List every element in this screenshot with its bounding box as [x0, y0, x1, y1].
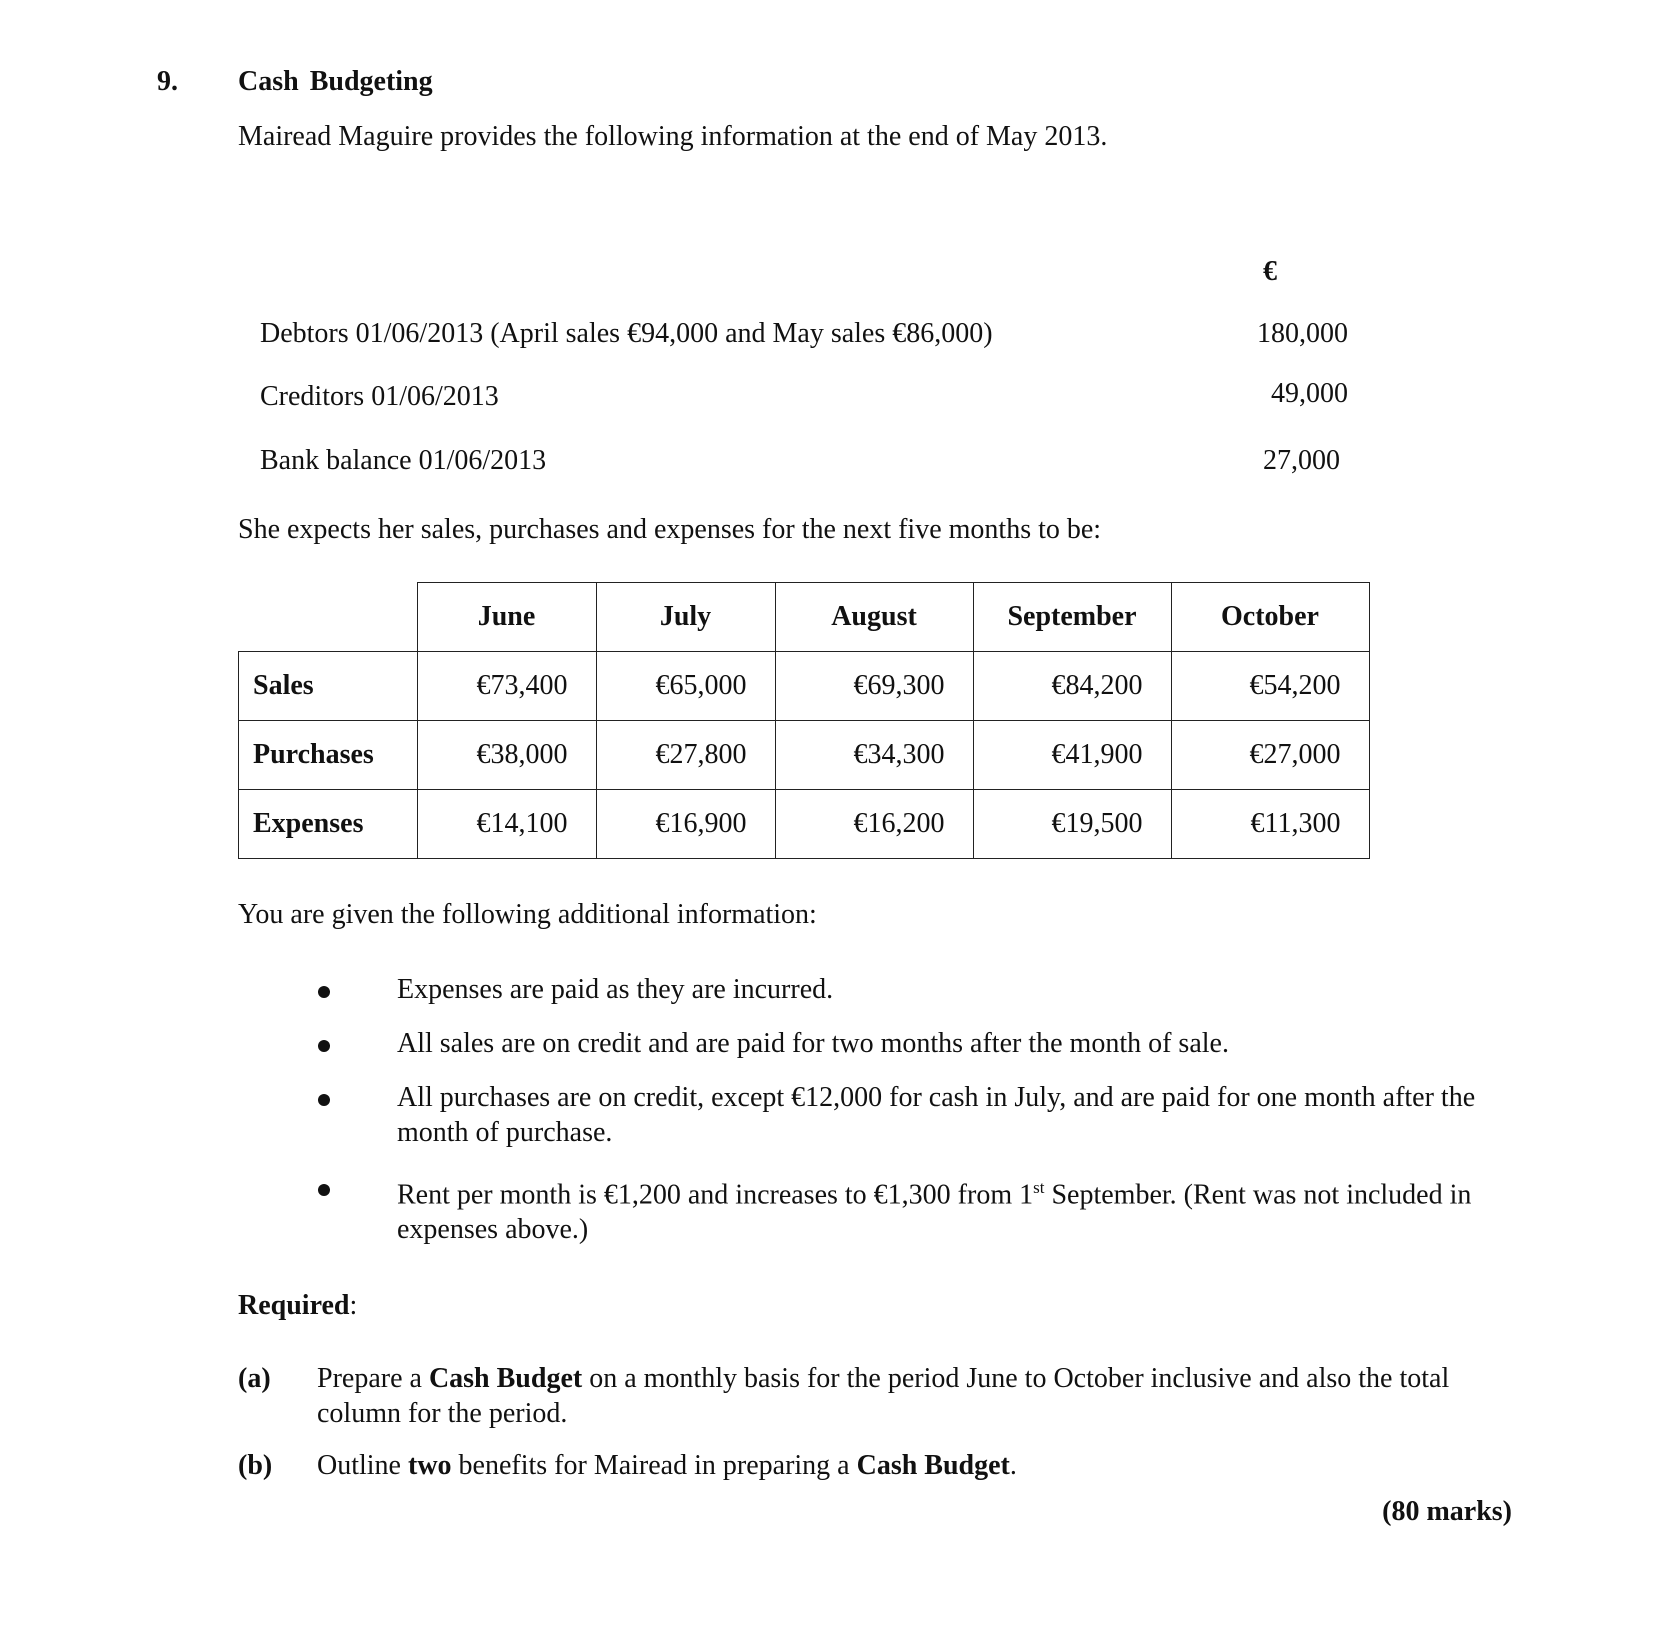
part-b-text-3: .: [1009, 1450, 1017, 1481]
bullet-text-2: All sales are on credit and are paid for two months after the month of sale.: [397, 1028, 1229, 1059]
part-a-text-2: on a monthly basis for the period June to October inclusive and also the total column for the period.: [317, 1363, 1450, 1429]
balance-label-bank: Bank balance 01/06/2013: [260, 445, 547, 476]
table-cell: €14,100: [417, 790, 596, 859]
additional-info-intro: You are given the following additional information:: [238, 899, 817, 930]
forecast-table: [238, 582, 1370, 859]
month-header-june: June: [417, 583, 596, 652]
table-header-row: [239, 583, 1370, 652]
bullet-text-3: All purchases are on credit, except €12,000 for cash in July, and are paid for one month after the month of purchase.: [397, 1082, 1476, 1148]
question-number: 9.: [157, 66, 178, 97]
table-cell: €19,500: [973, 790, 1171, 859]
table-corner: [239, 583, 418, 652]
required-colon: :: [349, 1290, 358, 1321]
table-cell: €38,000: [417, 721, 596, 790]
balance-value-debtors: 180,000: [1257, 318, 1348, 349]
table-cell: €34,300: [775, 721, 973, 790]
table-row-purchases: [239, 721, 1370, 790]
part-a-text: [317, 1361, 1517, 1431]
part-b-label: (b): [238, 1450, 273, 1481]
part-a-bold-1: Cash Budget: [428, 1363, 583, 1394]
bullet-text-4-part-a: Rent per month is €1,200 and increases to €1,300 from 1: [397, 1179, 1034, 1211]
month-header-september: September: [973, 583, 1171, 652]
table-cell: €54,200: [1171, 652, 1369, 721]
forecast-intro: She expects her sales, purchases and expenses for the next five months to be:: [238, 514, 1102, 545]
balance-value-creditors: 49,000: [1271, 378, 1348, 409]
table-row-expenses: [239, 790, 1370, 859]
balance-label-creditors: Creditors 01/06/2013: [260, 381, 499, 412]
part-b-text-1: Outline: [317, 1450, 408, 1481]
table-row-sales: [239, 652, 1370, 721]
part-a-text-1: Prepare a: [317, 1363, 429, 1394]
bullet-icon: [318, 1184, 330, 1196]
currency-header: €: [1263, 256, 1277, 287]
table-cell: €16,900: [596, 790, 775, 859]
bullet-icon: [318, 986, 330, 998]
intro-text: Mairead Maguire provides the following information at the end of May 2013.: [238, 121, 1108, 152]
table-cell: €27,000: [1171, 721, 1369, 790]
required-label: Required: [238, 1290, 350, 1321]
superscript: st: [1033, 1178, 1045, 1197]
month-header-july: July: [596, 583, 775, 652]
table-cell: €16,200: [775, 790, 973, 859]
row-label-purchases: Purchases: [239, 721, 418, 790]
table-cell: €65,000: [596, 652, 775, 721]
month-header-october: October: [1171, 583, 1369, 652]
part-b-bold-1: two: [408, 1450, 452, 1481]
row-label-sales: Sales: [239, 652, 418, 721]
table-cell: €69,300: [775, 652, 973, 721]
table-cell: €41,900: [973, 721, 1171, 790]
bullet-text-4-part-b: September. (Rent was not included in expenses above.): [397, 1179, 1472, 1246]
bullet-text-4: [397, 1170, 1487, 1247]
table-cell: €73,400: [417, 652, 596, 721]
table-cell: €27,800: [596, 721, 775, 790]
bullet-text-1: Expenses are paid as they are incurred.: [397, 974, 834, 1005]
part-a-label: (a): [238, 1363, 271, 1394]
table-cell: €84,200: [973, 652, 1171, 721]
required-heading: [238, 1290, 357, 1322]
balance-label-debtors: Debtors 01/06/2013 (April sales €94,000 and May sales €86,000): [260, 318, 993, 349]
marks-total: (80 marks): [1382, 1496, 1512, 1527]
balance-value-bank: 27,000: [1263, 445, 1340, 476]
question-title: Cash Budgeting: [238, 66, 433, 97]
part-b-text-2: benefits for Mairead in preparing a: [451, 1450, 857, 1481]
month-header-august: August: [775, 583, 973, 652]
bullet-icon: [318, 1094, 330, 1106]
part-b-text: [317, 1448, 1517, 1483]
part-b-bold-2: Cash Budget: [856, 1450, 1010, 1481]
row-label-expenses: Expenses: [239, 790, 418, 859]
table-cell: €11,300: [1171, 790, 1369, 859]
bullet-icon: [318, 1040, 330, 1052]
